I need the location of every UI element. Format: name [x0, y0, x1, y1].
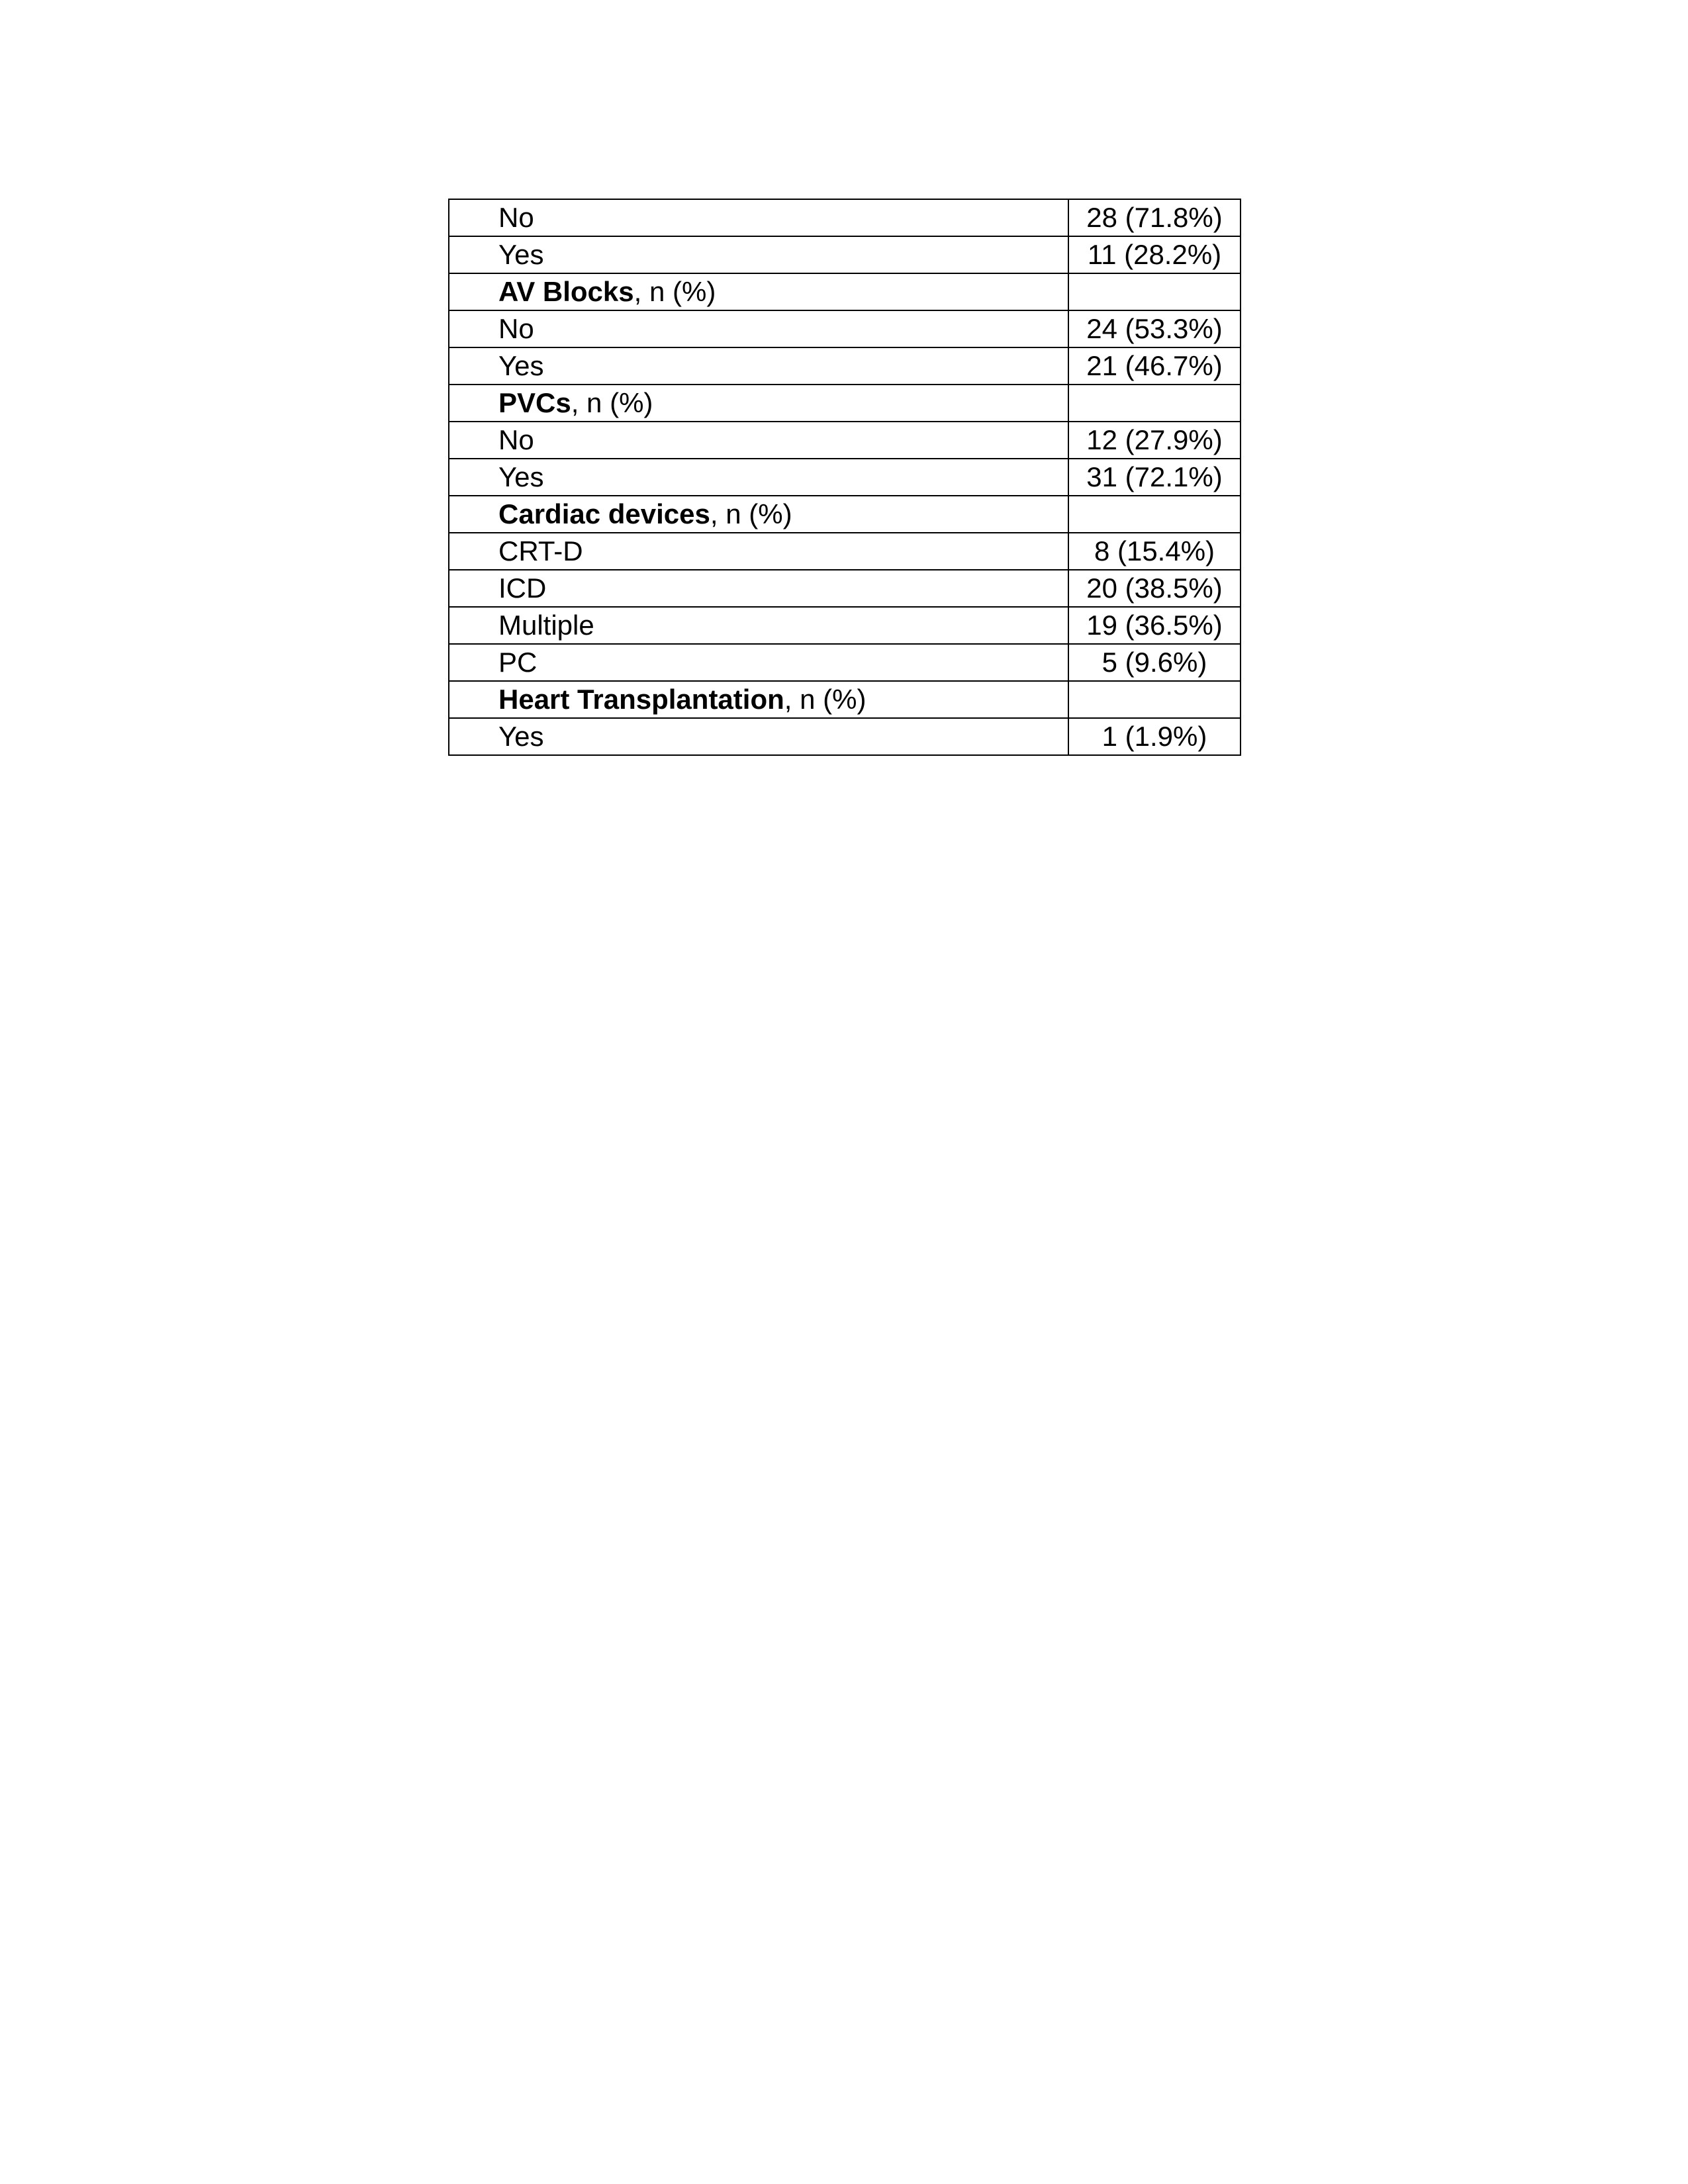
- section-header-label: [449, 273, 1068, 310]
- section-header-bold: PVCs: [498, 387, 571, 418]
- row-label: Yes: [449, 236, 1068, 273]
- section-header-bold: Cardiac devices: [498, 498, 710, 529]
- row-value: 1 (1.9%): [1068, 718, 1241, 755]
- table-row: [449, 533, 1241, 570]
- row-label: No: [449, 310, 1068, 347]
- section-header-label: [449, 681, 1068, 718]
- table-row: [449, 347, 1241, 385]
- empty-value-cell: [1068, 385, 1241, 422]
- section-header-row: [449, 273, 1241, 310]
- table-row: [449, 644, 1241, 681]
- section-header-suffix: , n (%): [784, 684, 867, 715]
- empty-value-cell: [1068, 681, 1241, 718]
- row-label: Yes: [449, 718, 1068, 755]
- section-header-row: [449, 496, 1241, 533]
- row-value: 31 (72.1%): [1068, 459, 1241, 496]
- row-value: 21 (46.7%): [1068, 347, 1241, 385]
- table-row: [449, 422, 1241, 459]
- section-header-row: [449, 385, 1241, 422]
- table-row: [449, 570, 1241, 607]
- table-row: [449, 607, 1241, 644]
- section-header-suffix: , n (%): [710, 498, 792, 529]
- row-label: ICD: [449, 570, 1068, 607]
- row-value: 12 (27.9%): [1068, 422, 1241, 459]
- section-header-suffix: , n (%): [571, 387, 653, 418]
- row-value: 20 (38.5%): [1068, 570, 1241, 607]
- row-value: 28 (71.8%): [1068, 199, 1241, 236]
- table-row: [449, 718, 1241, 755]
- table-row: [449, 236, 1241, 273]
- row-label: Yes: [449, 459, 1068, 496]
- row-value: 5 (9.6%): [1068, 644, 1241, 681]
- table-row: [449, 459, 1241, 496]
- section-header-row: [449, 681, 1241, 718]
- table-row: [449, 310, 1241, 347]
- row-label: CRT-D: [449, 533, 1068, 570]
- row-value: 24 (53.3%): [1068, 310, 1241, 347]
- row-value: 8 (15.4%): [1068, 533, 1241, 570]
- row-label: Multiple: [449, 607, 1068, 644]
- section-header-label: [449, 496, 1068, 533]
- section-header-bold: Heart Transplantation: [498, 684, 784, 715]
- empty-value-cell: [1068, 273, 1241, 310]
- section-header-label: [449, 385, 1068, 422]
- empty-value-cell: [1068, 496, 1241, 533]
- section-header-bold: AV Blocks: [498, 276, 634, 307]
- row-label: No: [449, 422, 1068, 459]
- table-row: [449, 199, 1241, 236]
- row-value: 19 (36.5%): [1068, 607, 1241, 644]
- row-label: Yes: [449, 347, 1068, 385]
- row-label: No: [449, 199, 1068, 236]
- row-value: 11 (28.2%): [1068, 236, 1241, 273]
- data-table: [448, 199, 1241, 756]
- row-label: PC: [449, 644, 1068, 681]
- section-header-suffix: , n (%): [633, 276, 716, 307]
